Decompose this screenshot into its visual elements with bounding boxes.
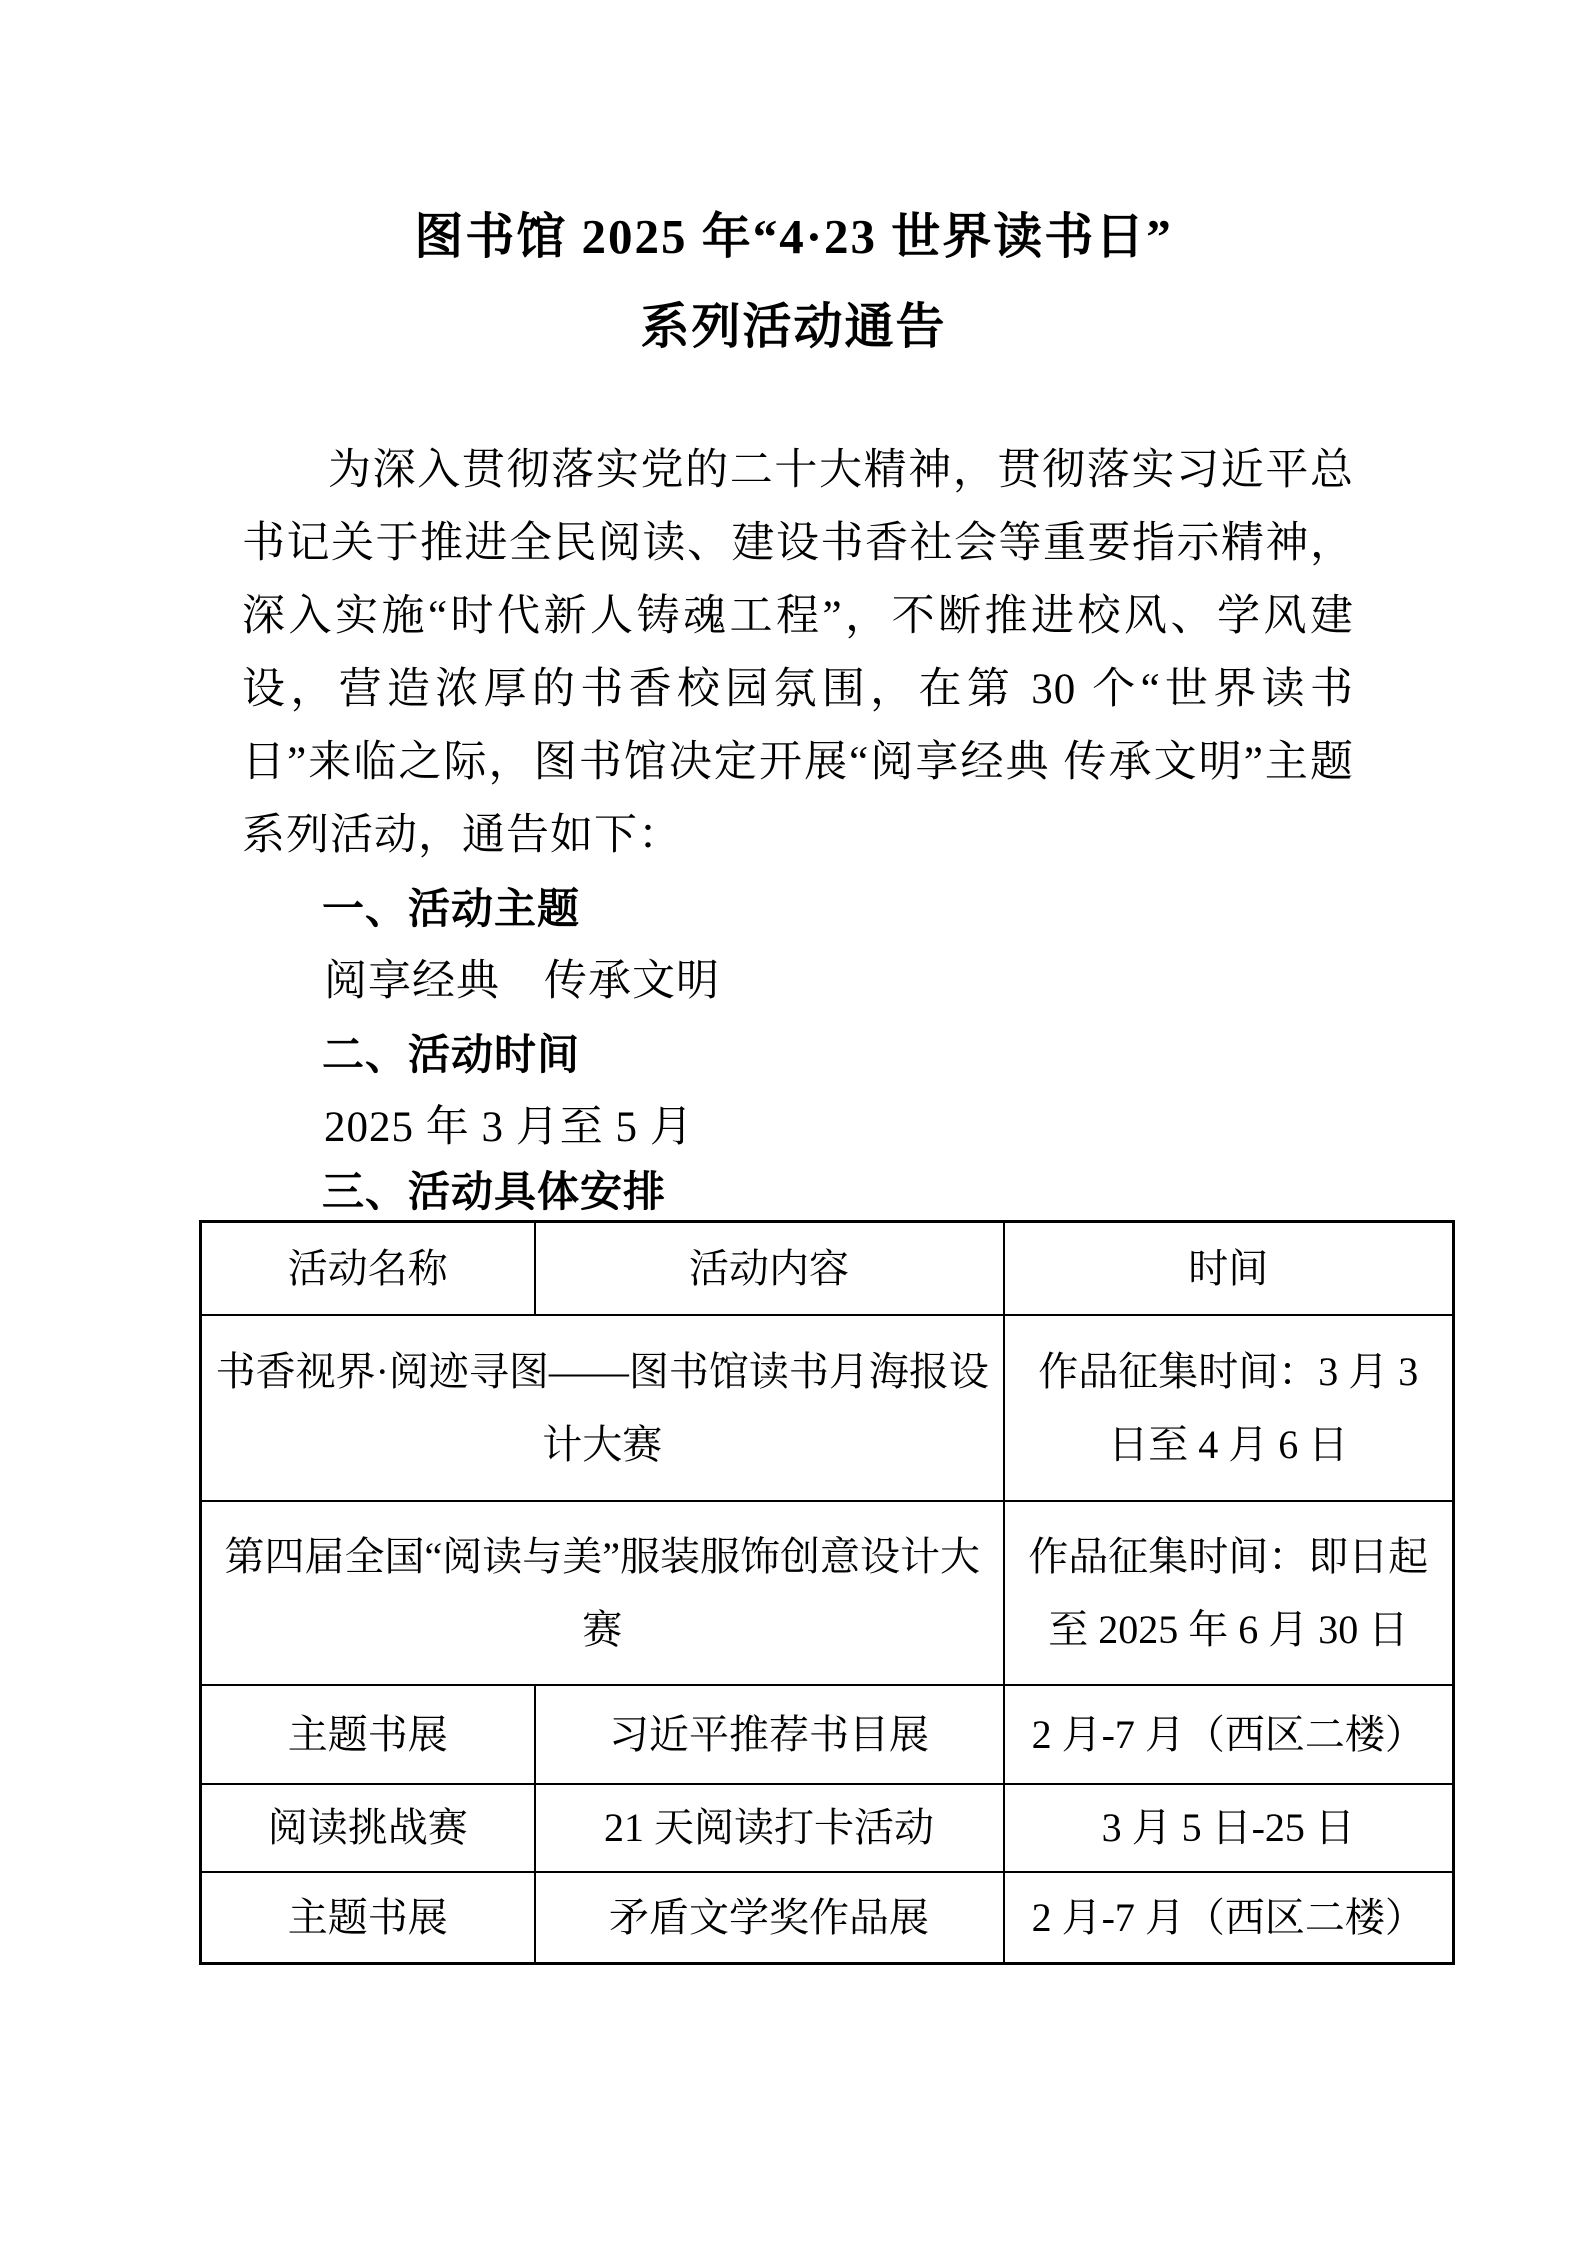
- table-row: [201, 1501, 1454, 1685]
- section-3-heading: 三、活动具体安排: [322, 1168, 667, 1215]
- table-row: [201, 1784, 1454, 1872]
- header-activity-name: 活动名称: [201, 1222, 535, 1315]
- header-activity-content: 活动内容: [535, 1222, 1004, 1315]
- cell-activity-name: 主题书展: [201, 1872, 535, 1964]
- section-2-content: 2025 年 3 月至 5 月: [324, 1104, 694, 1151]
- cell-activity-content: 矛盾文学奖作品展: [535, 1872, 1004, 1964]
- cell-activity-name: 第四届全国“阅读与美”服装服饰创意设计大赛: [201, 1501, 1004, 1685]
- cell-time: 2 月-7 月（西区二楼）: [1004, 1685, 1454, 1784]
- cell-time: 2 月-7 月（西区二楼）: [1004, 1872, 1454, 1964]
- table-row: [201, 1872, 1454, 1964]
- table-row: [201, 1315, 1454, 1501]
- cell-activity-name: 主题书展: [201, 1685, 535, 1784]
- intro-paragraph: 为深入贯彻落实党的二十大精神，贯彻落实习近平总书记关于推进全民阅读、建设书香社会等重要指示精神，深入实施“时代新人铸魂工程”，不断推进校风、学风建设，营造浓厚的书香校园氛围，在第 30 个“世界读书日”来临之际，图书馆决定开展“阅享经典 传承文明”主题系列活动，通告如下：: [242, 447, 1354, 859]
- cell-time: 作品征集时间：3 月 3 日至 4 月 6 日: [1004, 1315, 1454, 1501]
- header-time: 时间: [1004, 1222, 1454, 1315]
- cell-time: 3 月 5 日-25 日: [1004, 1784, 1454, 1872]
- title-line-2: 系列活动通告: [640, 299, 947, 354]
- activities-table: [199, 1220, 1455, 1965]
- document-body: [215, 434, 1429, 1965]
- section-2-heading: 二、活动时间: [322, 1031, 581, 1078]
- table-row: [201, 1685, 1454, 1784]
- section-1-heading: 一、活动主题: [322, 885, 581, 932]
- title-line-1: 图书馆 2025 年“4·23 世界读书日”: [414, 209, 1173, 264]
- cell-activity-content: 习近平推荐书目展: [535, 1685, 1004, 1784]
- table-header-row: [201, 1222, 1454, 1315]
- cell-activity-name: 阅读挑战赛: [201, 1784, 535, 1872]
- section-1-content: 阅享经典 传承文明: [324, 958, 720, 1005]
- cell-time: 作品征集时间：即日起至 2025 年 6 月 30 日: [1004, 1501, 1454, 1685]
- cell-activity-content: 21 天阅读打卡活动: [535, 1784, 1004, 1872]
- cell-activity-name: 书香视界·阅迹寻图——图书馆读书月海报设计大赛: [201, 1315, 1004, 1501]
- document-title: [0, 192, 1587, 372]
